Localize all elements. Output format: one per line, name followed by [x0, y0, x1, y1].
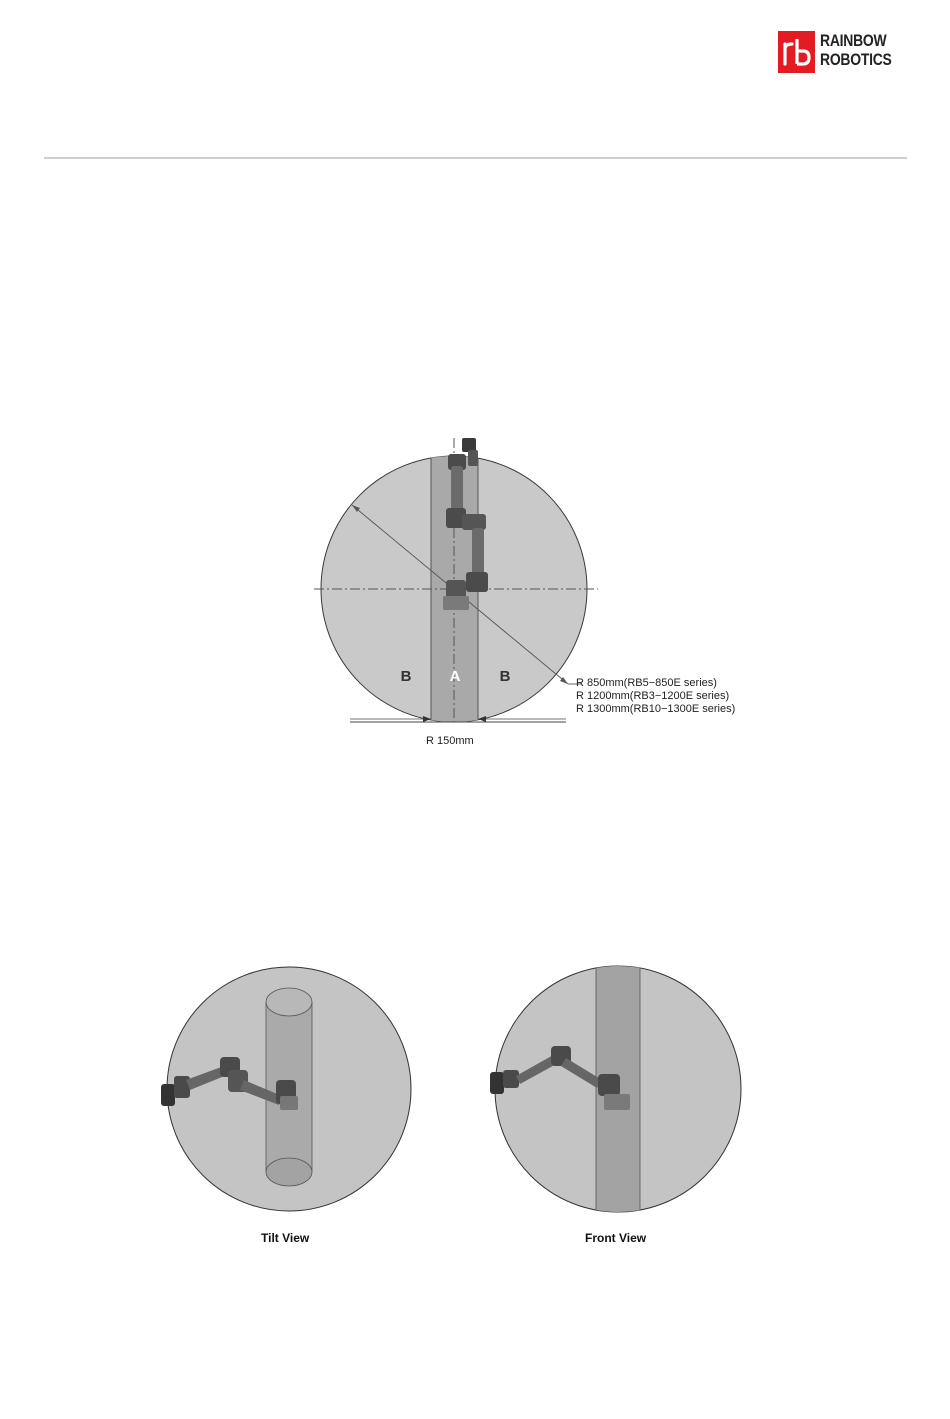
front-view-figure [485, 960, 750, 1215]
reach-note-1300: R 1300mm(RB10−1300E series) [576, 703, 736, 715]
tilt-view-figure [155, 960, 420, 1215]
reach-note-850: R 850mm(RB5−850E series) [576, 677, 717, 689]
tilt-view-caption: Tilt View [261, 1231, 310, 1245]
zone-b-right-label: B [499, 668, 511, 685]
front-view-caption: Front View [585, 1231, 647, 1245]
zone-a-label: A [449, 668, 461, 685]
brand-logo [778, 31, 908, 73]
brand-line-1: RAINBOW [820, 31, 887, 50]
zone-b-left-label: B [400, 668, 412, 685]
header-divider [44, 157, 907, 159]
brand-line-2: ROBOTICS [820, 50, 892, 69]
inner-radius-label: R 150mm [426, 735, 474, 747]
rb-logo-icon [778, 31, 815, 73]
brand-name [820, 31, 892, 69]
reach-note-1200: R 1200mm(RB3−1200E series) [576, 690, 730, 702]
